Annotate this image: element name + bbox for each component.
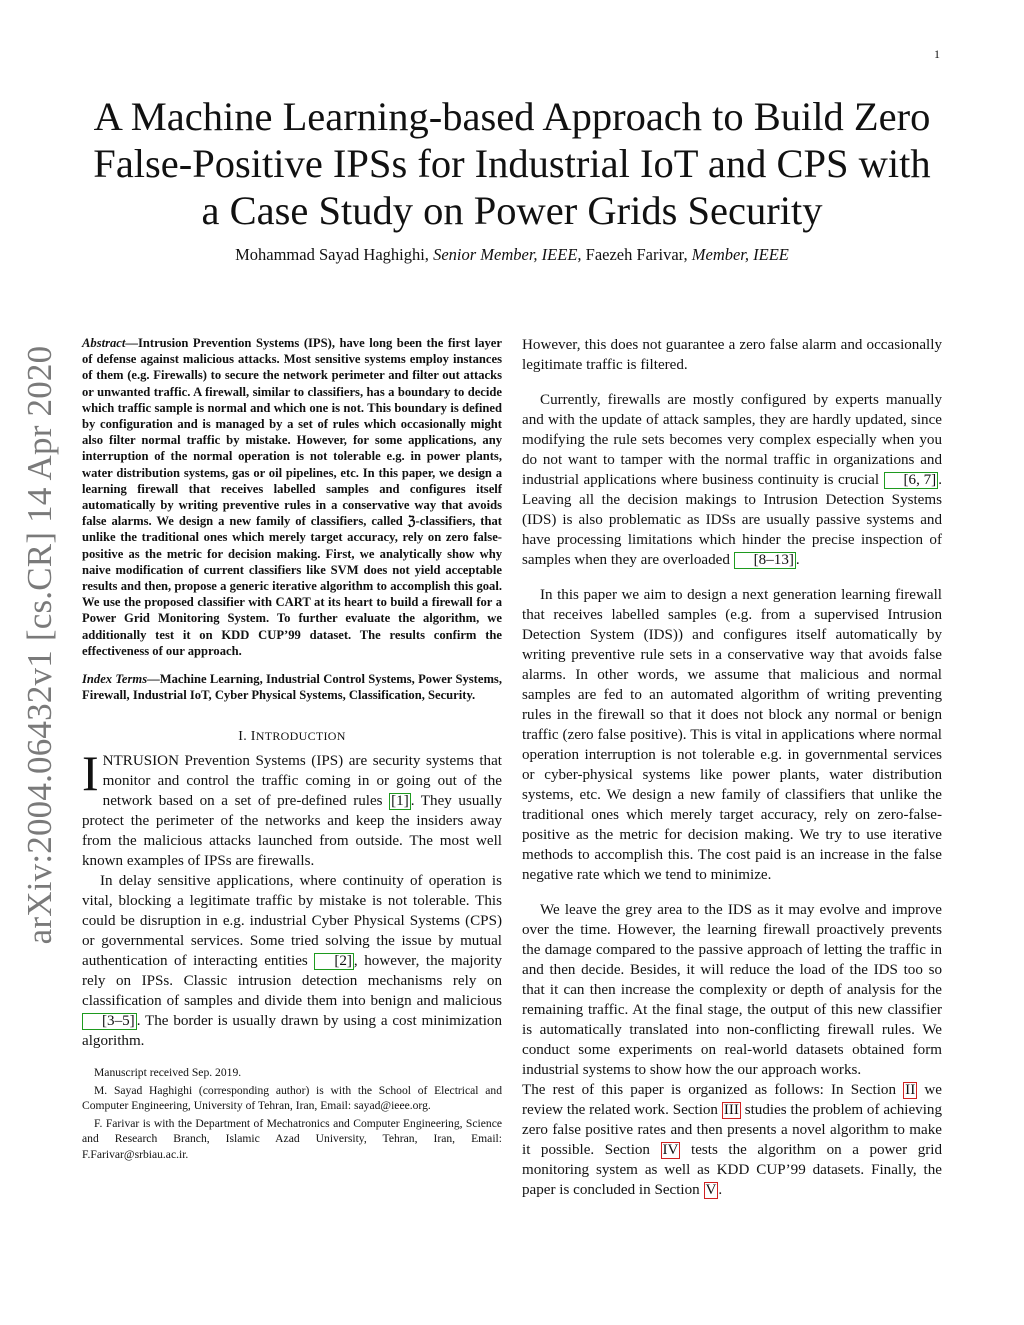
paper-title bbox=[70, 93, 954, 234]
citation-link[interactable]: [2] bbox=[314, 953, 354, 970]
body-text: . bbox=[795, 552, 800, 568]
body-text: Currently, firewalls are mostly configured by experts manually and with the update of attack samples, they are hardly updated, since modifying the rule sets becomes very complex especially when you do not want to tamper with the normal traffic in organizations and industrial applications where business continuity is crucial bbox=[522, 392, 942, 488]
intro-paragraph bbox=[82, 745, 502, 871]
index-terms-text: —Machine Learning, Industrial Control Systems, Power Systems, Firewall, Industrial IoT, Cyber Physical Systems, Classification, Security. bbox=[82, 672, 502, 703]
section-number: I. I bbox=[238, 729, 256, 745]
footnote: M. Sayad Haghighi (corresponding author) is with the School of Electrical and Computer Engineering, University of Tehran, Iran, Email: sayad@ieee.org. bbox=[82, 1083, 502, 1113]
abstract-heading: Abstract bbox=[82, 336, 126, 350]
title-line: a Case Study on Power Grids Security bbox=[201, 188, 823, 233]
citation-link[interactable]: [6, 7] bbox=[884, 472, 939, 489]
footnote: Manuscript received Sep. 2019. bbox=[94, 1066, 242, 1080]
intro-text: In delay sensitive applications, where continuity of operation is vital, blocking a legitimate traffic by mistake is not tolerable. This could be disruption in e.g. industrial Cyber Physical Systems (CPS) or governmental services. Some tried solving the issue by mutual authentication of interacting entities bbox=[82, 873, 502, 970]
author-role: Senior Member, IEEE, bbox=[433, 245, 582, 264]
citation-link[interactable]: [8–13] bbox=[734, 552, 796, 569]
left-column bbox=[82, 335, 502, 1164]
title-line: A Machine Learning-based Approach to Build Zero bbox=[93, 94, 931, 139]
intro-text: . The border is usually drawn by using a cost minimization algorithm. bbox=[82, 1013, 502, 1050]
body-paragraph: However, this does not guarantee a zero false alarm and occasionally legitimate traffic is filtered. bbox=[522, 337, 942, 373]
arxiv-identifier bbox=[8, 345, 72, 945]
author-role: Member, IEEE bbox=[691, 245, 789, 264]
body-text: . Leaving all the decision makings to Intrusion Detection Systems (IDS) is also problematic as IDSs are usually passive systems and have processing limitations which hinder the precise inspection of samples when they are overloaded bbox=[522, 472, 942, 568]
body-paragraph bbox=[522, 1080, 942, 1200]
body-text: tests the algorithm on a power grid monitoring system as well as KDD CUP’99 datasets. Finally, the paper is concluded in Section bbox=[522, 1142, 943, 1198]
body-paragraph bbox=[522, 390, 942, 570]
title-line: False-Positive IPSs for Industrial IoT and CPS with bbox=[93, 141, 931, 186]
drop-cap: I bbox=[82, 745, 99, 802]
footnotes bbox=[82, 1065, 502, 1161]
abstract-text: —Intrusion Prevention Systems (IPS), have long been the first layer of defense against malicious attacks. Most sensitive systems employ instances of them (e.g. Firewalls) to secure the network perimeter and filter out attacks or unwanted traffic. A firewall, similar to classifiers, has a boundary to decide which traffic sample is normal and which one is not. This boundary is defined by configuration and is managed by a set of rules which occasionally might also filter normal traffic by mistake. However, for some applications, any interruption of the normal operation is not tolerable e.g. in power plants, water distribution systems, gas or oil pipelines, etc. In this paper, we design a learning firewall that receives labelled samples and configures itself automatically by writing preventive rules in a conservative way that avoids false alarms. We design a new family of classifiers, called ℨ-classifiers, that unlike the traditional ones which merely target accuracy, rely on zero false-positive as the metric for decision making. First, we analytically show why naive modification of current classifiers like SVM does not yield acceptable results and then, propose a generic iterative algorithm to accomplish this goal. We use the proposed classifier with CART at its heart to build a firewall for a Power Grid Monitoring System. To further evaluate the algorithm, we additionally test it on KDD CUP’99 dataset. The results confirm the effectiveness of our approach. bbox=[82, 336, 502, 658]
footnote: F. Farivar is with the Department of Mechatronics and Computer Engineering, Science and Research Branch, Islamic Azad University, Tehran, Iran, Email: F.Farivar@srbiau.ac.ir. bbox=[82, 1116, 502, 1161]
index-terms-heading: Index Terms bbox=[82, 672, 148, 687]
section-heading-introduction bbox=[82, 729, 502, 745]
body-text: we review the related work. Section bbox=[522, 1082, 942, 1118]
intro-paragraph bbox=[82, 871, 502, 1051]
author-name: Mohammad Sayad Haghighi, bbox=[235, 245, 434, 264]
body-text: . bbox=[718, 1182, 723, 1198]
intro-text: . They usually protect the perimeter of the networks and keep the insiders away from the malicious attacks launched from outside. The most well known examples of IPSs are firewalls. bbox=[82, 793, 502, 870]
abstract bbox=[82, 335, 502, 659]
section-link[interactable]: III bbox=[723, 1102, 739, 1118]
body-paragraph: We leave the grey area to the IDS as it may evolve and improve over the time. However, the learning firewall proactively prevents the damage compared to the passive approach of letting the traffic in and then decide. Besides, it will reduce the load of the IDS too so that it can then increase the complexity or depth of analysis for the remaining traffic. At the final stage, the output of this new classifier is automatically translated into non-conflicting firewall rules. We conduct some experiments on real-world datasets obtained form industrial systems to show how the our approach works. bbox=[522, 902, 942, 1078]
section-link[interactable]: V bbox=[705, 1182, 717, 1198]
body-text: studies the problem of achieving zero false positive rates and then presents a novel algorithm to make it possible. Section bbox=[522, 1102, 942, 1158]
author-name: Faezeh Farivar, bbox=[581, 245, 692, 264]
intro-text: NTRUSION Prevention Systems (IPS) are security systems that monitor and control the traffic coming in or going out of the network based on a set of pre-defined rules bbox=[102, 753, 502, 810]
author-list bbox=[70, 245, 954, 265]
body-text: The rest of this paper is organized as follows: In Section bbox=[522, 1082, 904, 1098]
section-link[interactable]: II bbox=[905, 1082, 916, 1098]
index-terms bbox=[82, 671, 502, 703]
arxiv-identifier-text: arXiv:2004.06432v1 [cs.CR] 14 Apr 2020 bbox=[20, 345, 59, 945]
body-paragraph: In this paper we aim to design a next generation learning firewall that receives labelled samples (e.g. from a supervised Intrusion Detection System (IDS)) and configures itself automatically by writing preventive rule sets in a conservative way that avoids false alarms. In other words, we assume that malicious and normal samples are fed to an automated algorithm of writing preventing rules in the firewall so that it does not block any normal or benign traffic (zero false positive). This is vital in applications where normal operation interruption is not tolerable e.g. in governmental services or cyber-physical systems like power plants, water distribution systems, etc. We design a new family of classifiers that unlike the traditional ones which merely target accuracy, rely on zero-false-positive as the metric for decision making. We try to use iterative methods to accomplish this. The cost paid is an increase in the false negative rate which we tend to minimize. bbox=[522, 587, 942, 883]
right-column bbox=[522, 335, 942, 1200]
page-number: 1 bbox=[934, 47, 940, 61]
citation-link[interactable]: [3–5] bbox=[82, 1013, 137, 1030]
section-link[interactable]: IV bbox=[662, 1142, 679, 1158]
citation-link[interactable]: [1] bbox=[391, 793, 409, 810]
section-title: NTRODUCTION bbox=[255, 729, 346, 744]
intro-text: , however, the majority rely on IPSs. Classic intrusion detection mechanisms rely on classification of samples and divide them into benign and malicious bbox=[82, 953, 502, 1010]
